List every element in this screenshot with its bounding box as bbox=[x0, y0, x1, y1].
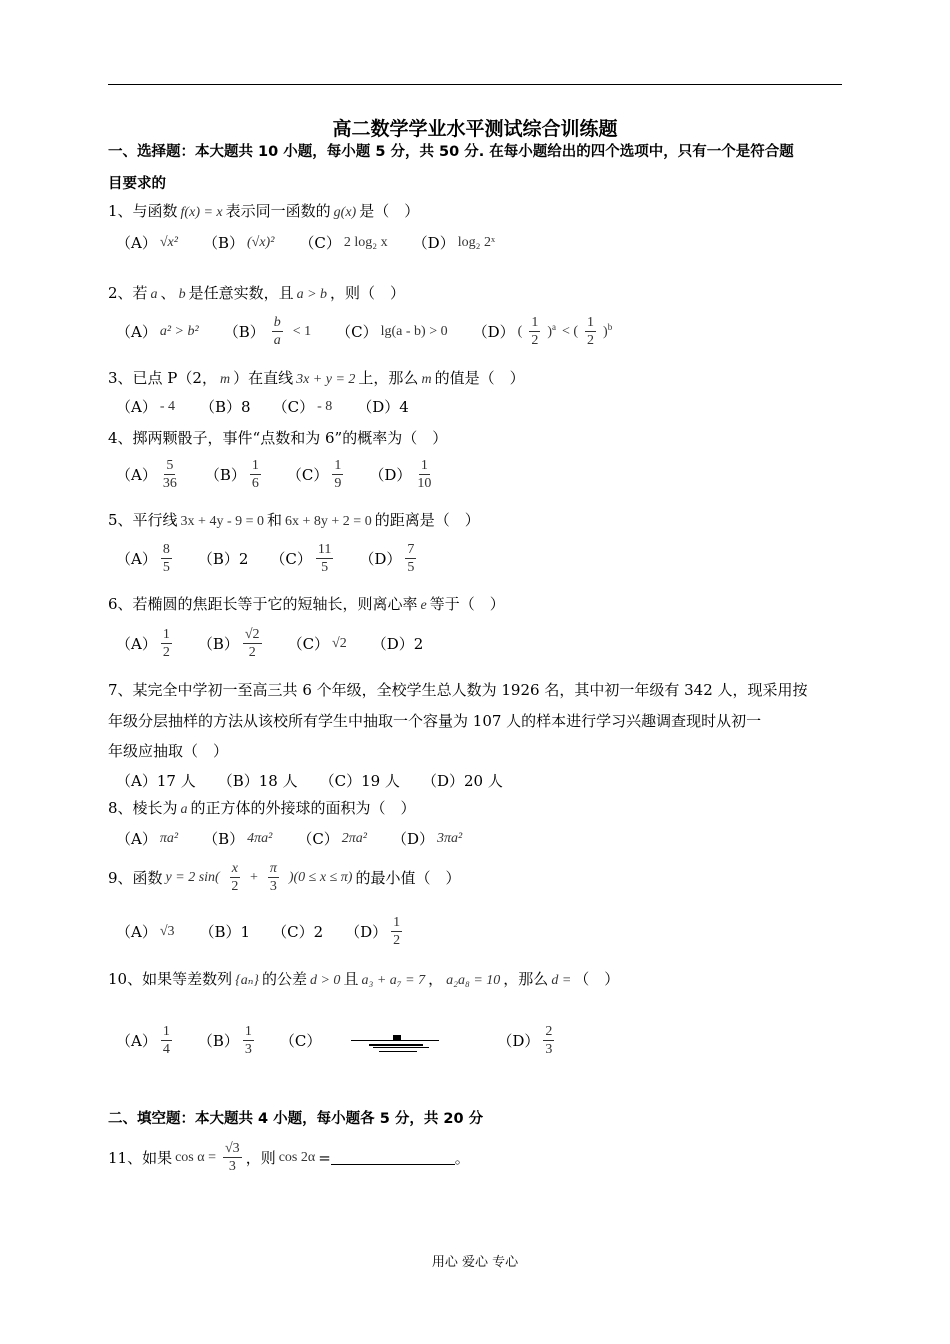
option-b: （B）1 bbox=[199, 923, 251, 941]
option-d: （D） $\frac{1}{10}$ bbox=[369, 458, 432, 491]
option-c: （C）2 bbox=[272, 923, 324, 941]
question-6: 6、若椭圆的焦距长等于它的短轴长，则离心率 e 等于（ ） bbox=[108, 595, 505, 613]
option-a: （A） πa² bbox=[116, 830, 179, 848]
page-title: 高二数学学业水平测试综合训练题 bbox=[332, 118, 618, 140]
section-1-heading-cont: 目要求的 bbox=[108, 176, 166, 192]
option-d: （D） $\frac{7}{5}$ bbox=[359, 542, 415, 575]
option-b: （B） $\frac{1}{6}$ bbox=[204, 458, 259, 491]
option-a: （A） a² > b² bbox=[116, 323, 199, 341]
option-b: （B） 4πa² bbox=[203, 830, 273, 848]
option-b: （B） $\frac{1}{3}$ bbox=[197, 1024, 252, 1057]
option-a: （A） $\frac{1}{2}$ bbox=[116, 627, 170, 660]
option-b: （B） $\frac{√2}{2}$ bbox=[197, 627, 260, 660]
question-4: 4、掷两颗骰子，事件“点数和为 6”的概率为（ ） bbox=[108, 429, 448, 447]
question-10-options bbox=[116, 1023, 580, 1058]
question-1-options bbox=[116, 232, 520, 253]
option-a: （A） √x² bbox=[116, 234, 178, 252]
page-footer: 用心 爱心 专心 bbox=[431, 1255, 519, 1270]
question-6-options bbox=[116, 626, 445, 661]
option-a: （A） - 4 bbox=[116, 398, 176, 416]
question-7-options bbox=[116, 770, 525, 791]
option-a: （A） $\frac{1}{4}$ bbox=[116, 1024, 170, 1057]
question-5: 5、平行线 3x + 4y - 9 = 0 和 6x + 8y + 2 = 0 的距离是（ ） bbox=[108, 511, 480, 529]
option-b: （B） (√x)² bbox=[202, 234, 275, 252]
question-8-options bbox=[116, 828, 487, 849]
section-2-heading: 二、填空题：本大题共 4 小题，每小题各 5 分，共 20 分 bbox=[108, 1111, 484, 1127]
option-c: （C） bbox=[280, 1030, 441, 1051]
answer-blank[interactable] bbox=[331, 1150, 455, 1165]
question-9-options bbox=[116, 914, 428, 949]
question-2: 2、若 a 、 b 是任意实数，且 a > b ，则（ ） bbox=[108, 284, 406, 302]
question-7-line-3: 年级应抽取（ ） bbox=[108, 742, 229, 760]
option-a: （A） √3 bbox=[116, 923, 175, 941]
broken-formula-image bbox=[351, 1031, 441, 1051]
option-d: （D） $\frac{2}{3}$ bbox=[497, 1024, 553, 1057]
option-c: （C） lg(a - b) > 0 bbox=[336, 323, 448, 341]
section-1-heading: 一、选择题：本大题共 10 小题，每小题 5 分，共 50 分. 在每小题给出的四个选项中，只有一个是符合题 bbox=[108, 144, 794, 160]
option-d: （D） log₂ 2ˣ bbox=[412, 234, 496, 252]
option-c: （C） - 8 bbox=[272, 398, 333, 416]
question-1: 1、与函数 f(x) = x 表示同一函数的 g(x) 是（ ） bbox=[108, 202, 420, 220]
question-8: 8、棱长为 a 的正方体的外接球的面积为（ ） bbox=[108, 799, 416, 817]
question-11: 11、如果 cos α = $\frac{√3}{3}$ ，则 cos 2α = 。 bbox=[108, 1141, 470, 1174]
option-c: （C） 2 log₂ x bbox=[299, 234, 388, 252]
option-d: （D） 3πa² bbox=[392, 830, 463, 848]
question-5-options bbox=[116, 541, 442, 576]
question-3-options bbox=[116, 396, 431, 417]
header-rule bbox=[108, 84, 842, 85]
option-d: （D）20 人 bbox=[421, 772, 503, 790]
option-a: （A） $\frac{5}{36}$ bbox=[116, 458, 177, 491]
question-2-options bbox=[116, 314, 637, 349]
option-a: （A） $\frac{8}{5}$ bbox=[116, 542, 170, 575]
option-b: （B）2 bbox=[197, 550, 249, 568]
option-d: （D） $\frac{1}{2}$ bbox=[345, 915, 401, 948]
option-c: （C） √2 bbox=[287, 635, 347, 653]
option-c: （C） 2πa² bbox=[297, 830, 368, 848]
question-9: 9、函数 y = 2 sin( $\frac{x}{2}$ + $\frac{\pi}{3}$ )(0 ≤ x ≤ π) 的最小值（ ） bbox=[108, 861, 461, 894]
question-10: 10、如果等差数列 {aₙ} 的公差 d > 0 且 a₃ + a₇ = 7 ， a₂a₈ = 10 ，那么 d = （ ） bbox=[108, 970, 620, 988]
question-7-line-2: 年级分层抽样的方法从该校所有学生中抽取一个容量为 107 人的样本进行学习兴趣调查现时从初一 bbox=[108, 712, 762, 730]
option-d: （D）4 bbox=[357, 398, 409, 416]
option-d: （D）2 bbox=[371, 635, 424, 653]
question-4-options bbox=[116, 457, 459, 492]
option-c: （C）19 人 bbox=[319, 772, 400, 790]
option-c: （C） $\frac{11}{5}$ bbox=[270, 542, 332, 575]
option-c: （C） $\frac{1}{9}$ bbox=[286, 458, 342, 491]
option-a: （A）17 人 bbox=[116, 772, 196, 790]
option-b: （B）8 bbox=[200, 398, 251, 416]
option-d: （D） ( $\frac{1}{2}$ )$^a$ < ( $\frac{1}{2}$ )$^b$ bbox=[472, 315, 613, 348]
option-b: （B） $\frac{b}{a}$ < 1 bbox=[223, 315, 312, 348]
question-3: 3、已点 P（2， m ）在直线 3x + y = 2 上，那么 m 的值是（ ） bbox=[108, 369, 525, 387]
question-7-line-1: 7、某完全中学初一至高三共 6 个年级，全校学生总人数为 1926 名，其中初一年级有 342 人，现采用按 bbox=[108, 681, 808, 699]
option-b: （B）18 人 bbox=[217, 772, 298, 790]
